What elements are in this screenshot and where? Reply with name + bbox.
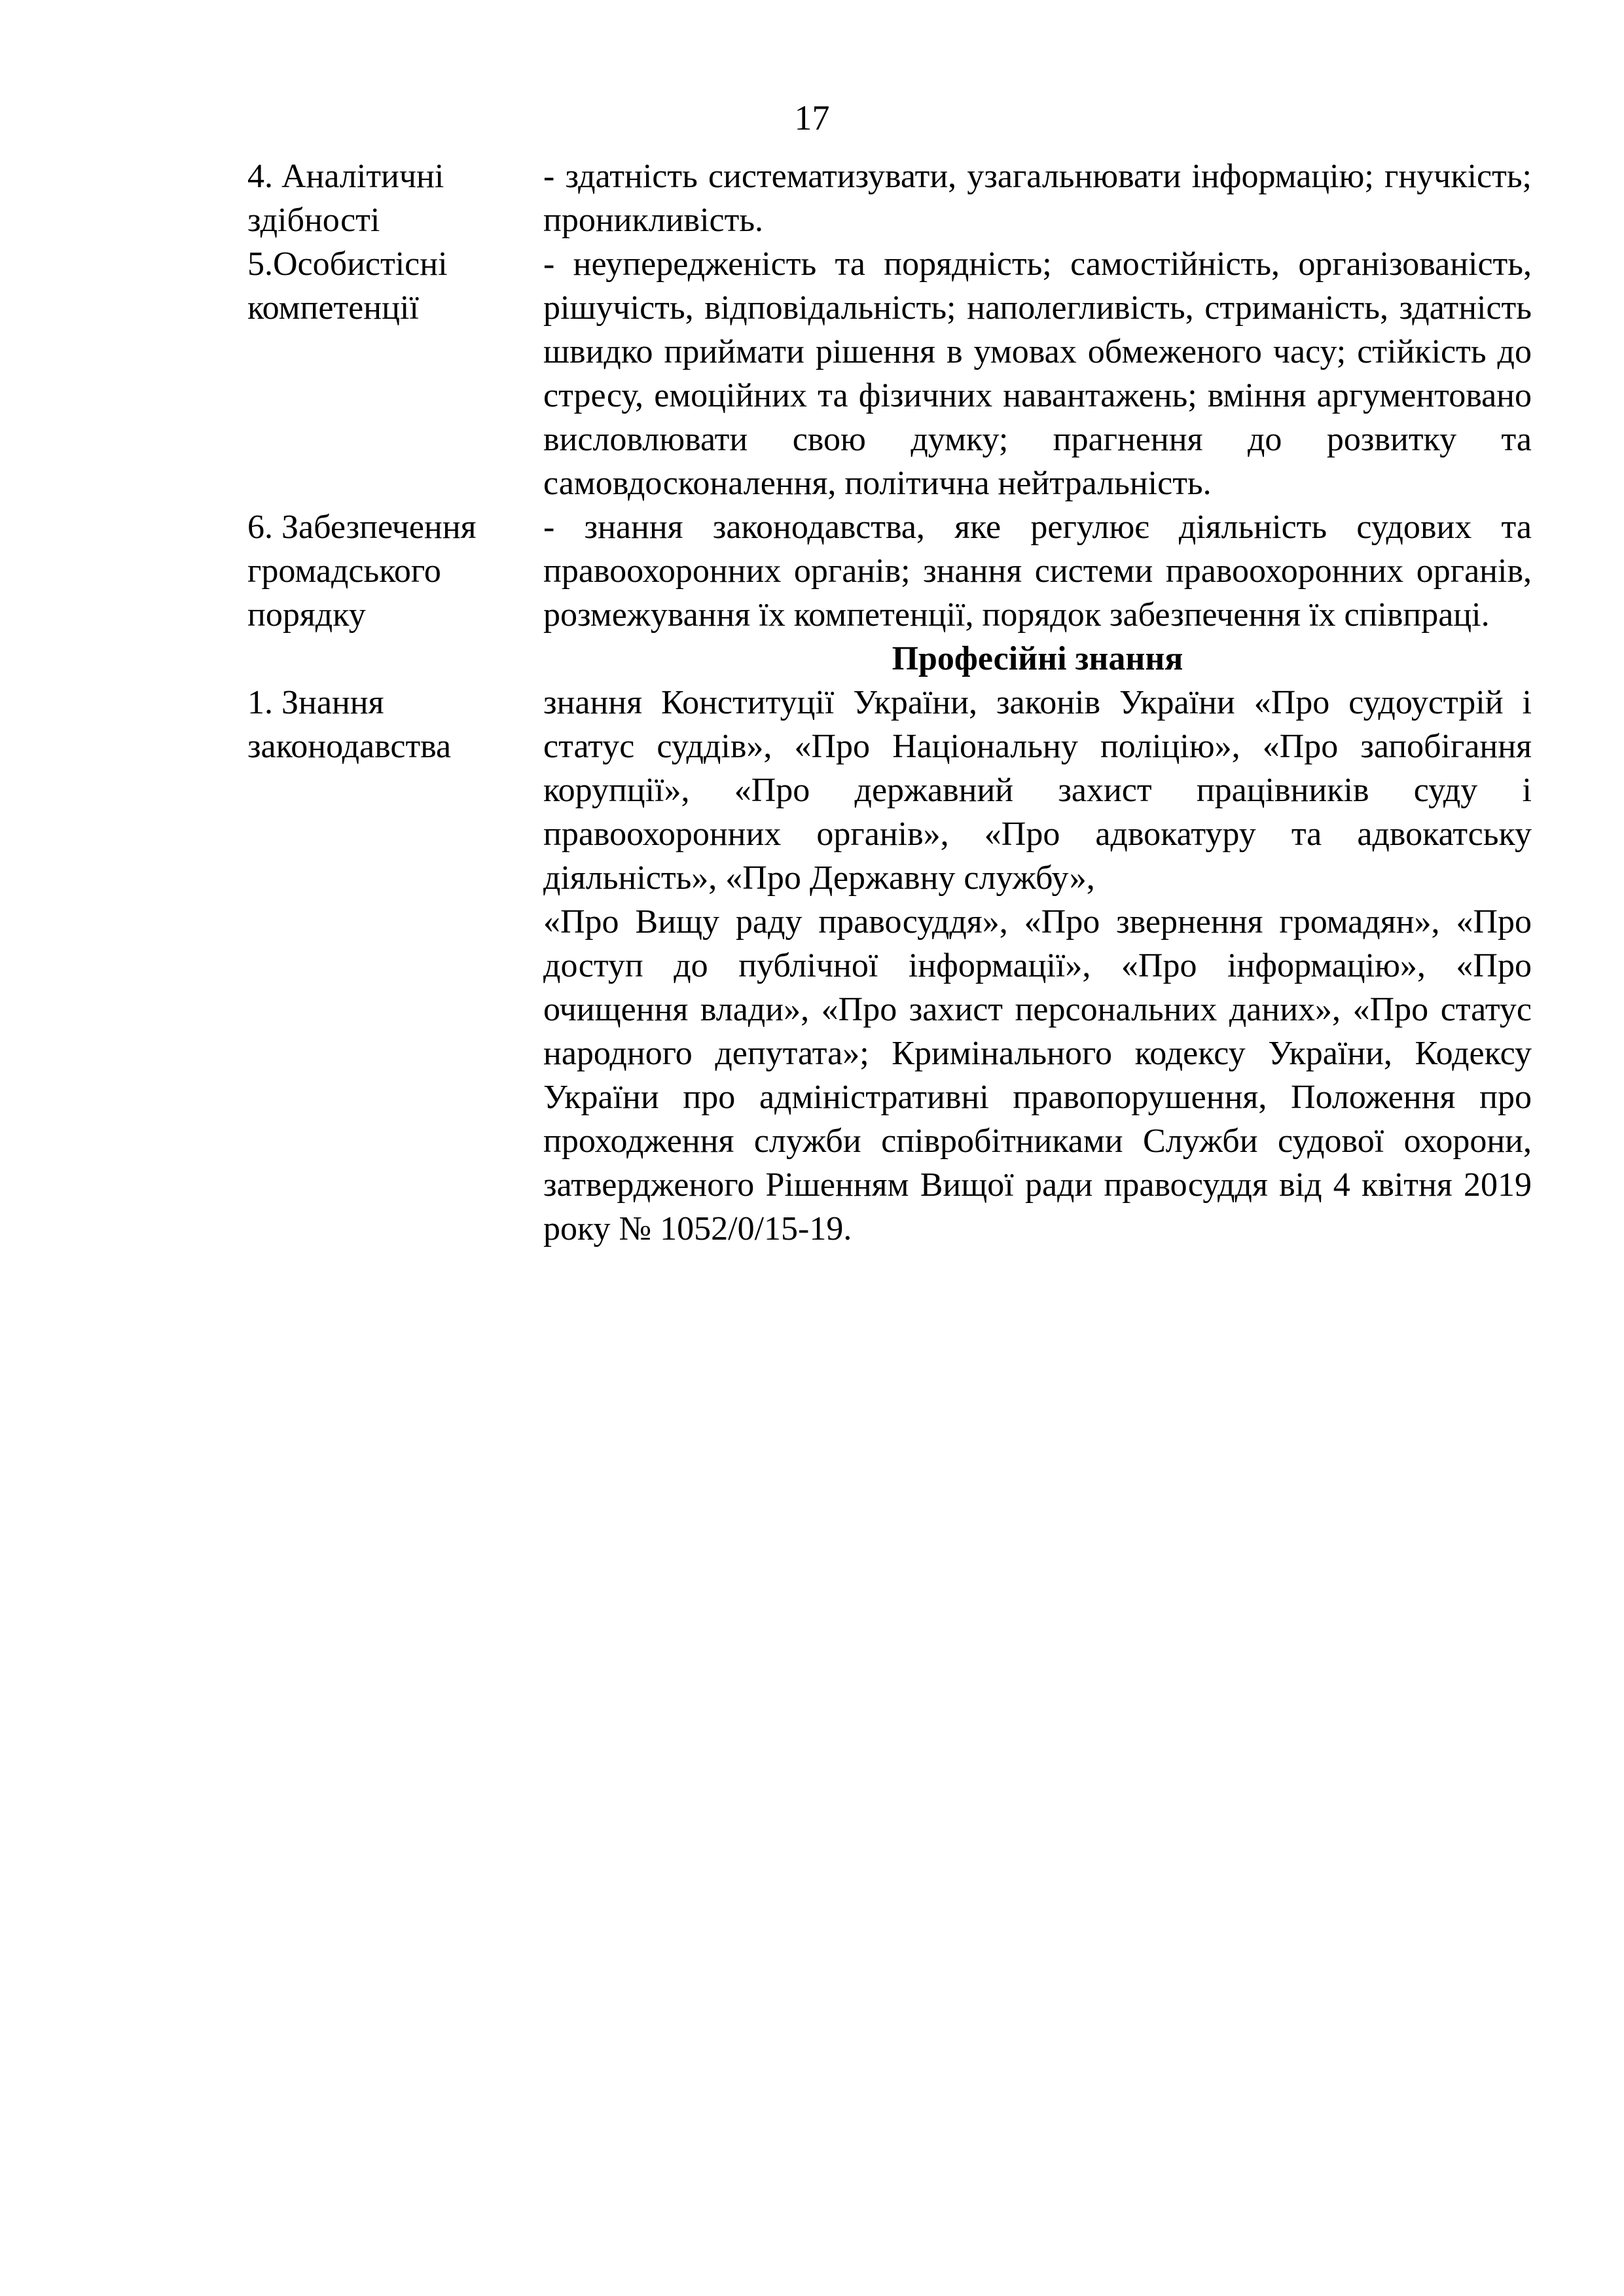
requirements-table bbox=[247, 154, 1532, 1251]
row-description bbox=[543, 242, 1532, 505]
row-label-line: 4. Аналітичні bbox=[247, 158, 444, 195]
table-row-analytical-abilities bbox=[247, 154, 1532, 242]
row-label-line: 5.Особистісні bbox=[247, 245, 448, 283]
row-label-line: здібності bbox=[247, 202, 380, 239]
row-label-line: компетенції bbox=[247, 289, 419, 327]
row-label bbox=[247, 242, 543, 330]
row-description-paragraph: знання Конституції України, законів України «Про судоустрій і статус суддів», «Про Національну поліцію», «Про запобігання корупції», «Про державний захист працівників суду і правоохоронних органів», «Про адвокатуру та адвокатську діяльність», «Про Державну службу», bbox=[543, 684, 1532, 897]
row-description bbox=[543, 154, 1532, 242]
row-description-paragraph: «Про Вищу раду правосуддя», «Про звернення громадян», «Про доступ до публічної інформації», «Про інформацію», «Про очищення влади», «Про захист персональних даних», «Про статус народного депутата»; Кримінального кодексу України, Кодексу України про адміністративні правопорушення, Положення про проходження служби співробітниками Служби судової охорони, затвердженого Рішенням Вищої ради правосуддя від 4 квітня 2019 року № 1052/0/15-19. bbox=[543, 903, 1532, 1247]
row-description-text: - неупередженість та порядність; самостійність, організованість, рішучість, відповідальність; наполегливість, стриманість, здатність швидко приймати рішення в умовах обмеженого часу; стійкість до стресу, емоційних та фізичних навантажень; вміння аргументовано висловлювати свою думку; прагнення до розвитку та самовдосконалення, політична нейтральність. bbox=[543, 245, 1532, 502]
row-label-line: громадського bbox=[247, 552, 441, 590]
table-row-public-order bbox=[247, 505, 1532, 637]
section-heading: Професійні знання bbox=[892, 640, 1183, 677]
row-label bbox=[247, 681, 543, 768]
row-label bbox=[247, 154, 543, 242]
table-row-legislation-knowledge bbox=[247, 681, 1532, 1251]
row-label bbox=[247, 505, 543, 637]
row-label-line: 1. Знання bbox=[247, 684, 384, 721]
table-row-personal-competencies bbox=[247, 242, 1532, 505]
row-description bbox=[543, 681, 1532, 1251]
row-label-line: порядку bbox=[247, 596, 366, 634]
row-label-line: законодавства bbox=[247, 728, 452, 765]
page-number: 17 bbox=[794, 98, 830, 137]
row-label-line: 6. Забезпечення bbox=[247, 509, 477, 546]
row-description-text: - здатність систематизувати, узагальнювати інформацію; гнучкість; проникливість. bbox=[543, 158, 1532, 239]
row-description bbox=[543, 505, 1532, 637]
row-description-text: - знання законодавства, яке регулює діяльність судових та правоохоронних органів; знання системи правоохоронних органів, розмежування їх компетенції, порядок забезпечення їх співпраці. bbox=[543, 509, 1532, 634]
